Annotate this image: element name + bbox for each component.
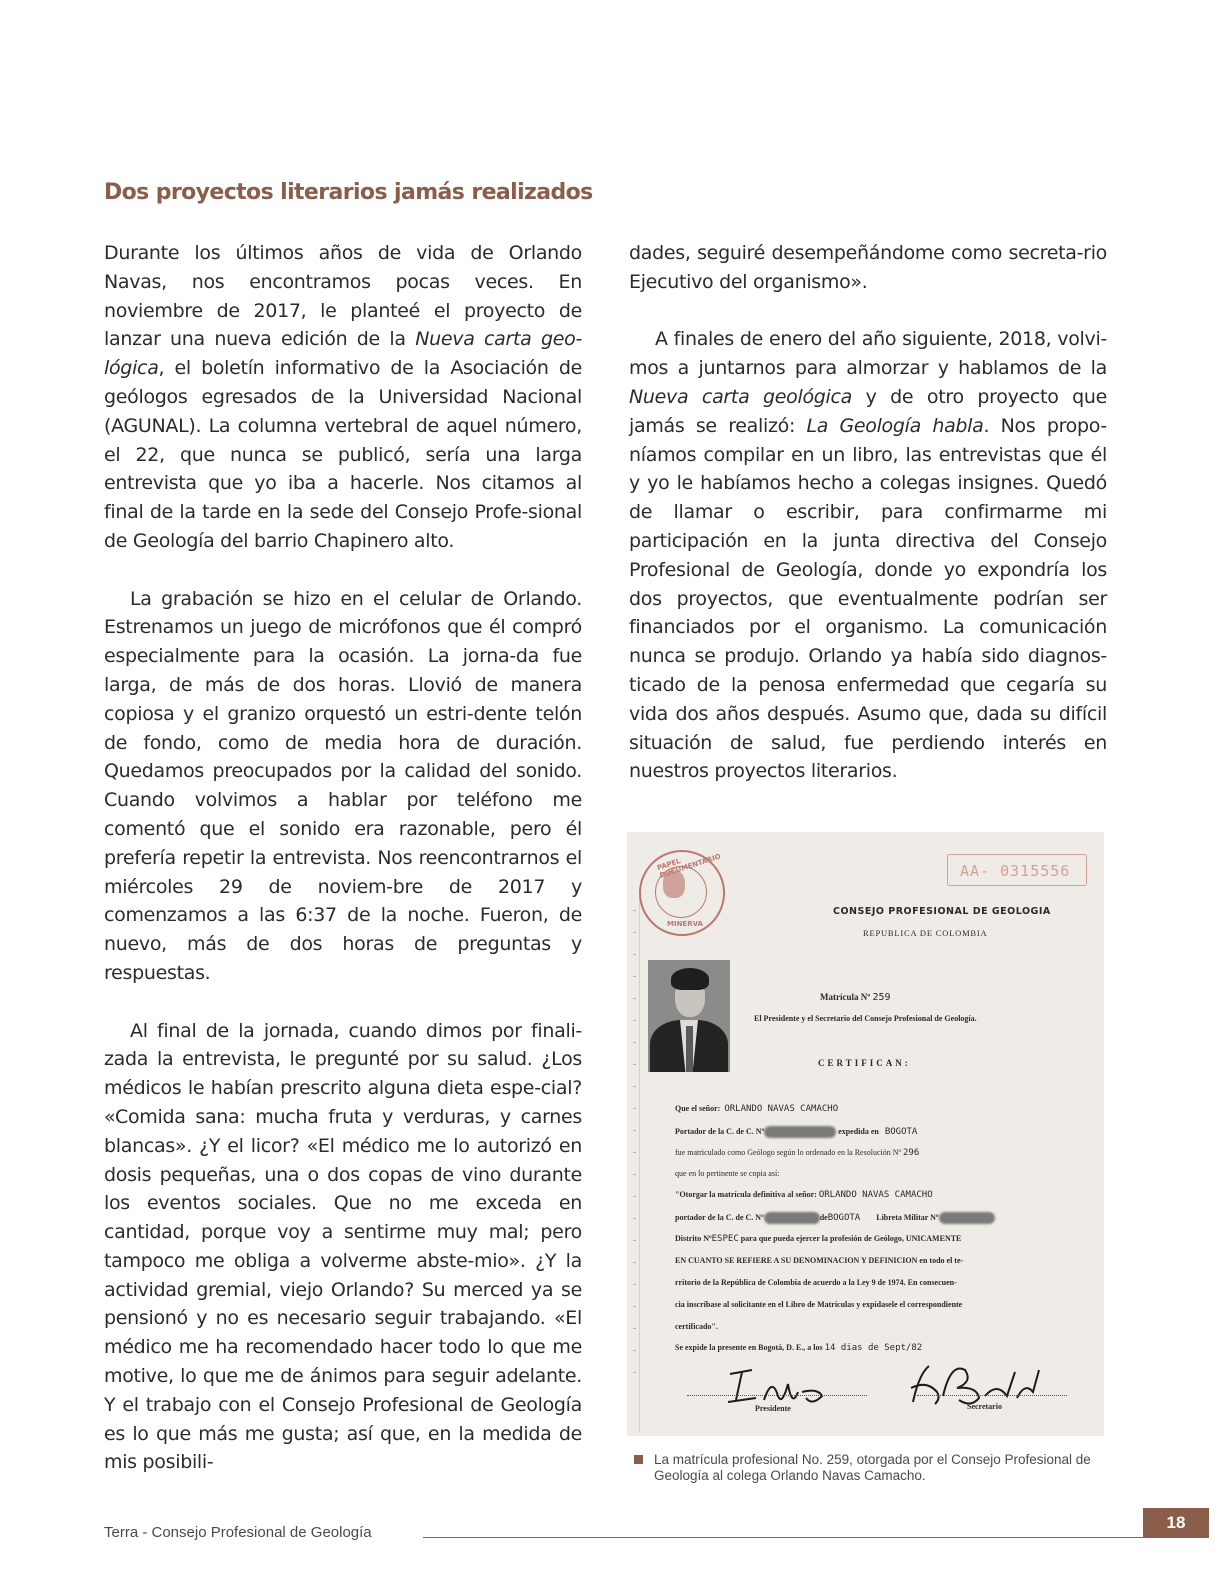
paragraph-2: La grabación se hizo en el celular de Orlando. Estrenamos un juego de micrófonos que él compró especialmente para la ocasión. La jorna-da fue larga, de más de dos horas. Llovió de manera copiosa y el granizo orquestó un estri-dente telón de fondo, como de media hora de duración. Quedamos preocupados por la calidad del sonido. Cuando volvimos a hablar por teléfono me comentó que el sonido era razonable, pero él prefería repetir la entrevista. Nos reencontrarnos el miércoles 29 de noviem-bre de 2017 y comenzamos a las 6:37 de la noche. Fueron, de nuevo, más de dos horas de preguntas y respuestas. xyxy=(104,587,582,984)
serial-stamp xyxy=(947,854,1087,886)
margin-tick xyxy=(633,976,636,977)
doc-line: rritorio de la República de Colombia de acuerdo a la Ley 9 de 1974. En consecuen- xyxy=(675,1278,957,1287)
paragraph-5: A finales de enero del año siguiente, 2018, volvi-mos a juntarnos para almorzar y hablamos de la Nueva carta geológica y de otro proyecto que jamás se realizó: La Geología habla. Nos propo-níamos compilar en un libro, las entrevistas que él y yo le habíamos hecho a colegas insignes. Quedó de llamar o escribir, para confirmarme mi participación en la junta directiva del Consejo Profesional de Geología, donde yo expondría los dos proyectos, que eventualmente podrían ser financiados por el organismo. La comunicación nunca se produjo. Orlando ya había sido diagnos-ticado de la penosa enfermedad que cegaría su vida dos años después. Asumo que, dada su difícil situación de salud, fue perdiendo interés en nuestros proyectos literarios. xyxy=(629,328,1108,783)
margin-tick xyxy=(633,1130,636,1131)
caption-square-icon xyxy=(634,1455,643,1464)
seal-bottom-text: MINERVA xyxy=(667,920,703,928)
right-column xyxy=(629,239,1107,815)
margin-tick xyxy=(633,1284,636,1285)
presidente-signature xyxy=(722,1362,872,1422)
redacted-field xyxy=(764,1126,836,1138)
margin-line xyxy=(639,892,640,1432)
presidente-signature-line xyxy=(687,1395,867,1396)
paragraph-3: Al final de la jornada, cuando dimos por finali-zada la entrevista, le pregunté por su salud. ¿Los médicos le habían prescrito alguna dieta espe-cial? «Comida sana: mucha fruta y verduras, y carnes blancas». ¿Y el licor? «El médico me lo autorizó en dosis pequeñas, una o dos copas de vino durante los eventos sociales. Que no me exceda en cantidad, porque voy a sentirme muy mal; pero tampoco me obliga a volverme abste-mio». ¿Y la actividad gremial, viejo Orlando? Su merced ya se pensionó y no es necesario seguir trabajando. «El médico me ha recomendado hacer todo lo que me motive, lo que me de ánimos para seguir adelante. Y el trabajo con el Consejo Profesional de Geología es lo que más me gusta; así que, en la medida de mis posibili- xyxy=(104,1019,582,1474)
margin-tick xyxy=(633,998,636,999)
footer-rule xyxy=(423,1537,1143,1538)
doc-line: "Otorgar la matrícula definitiva al señor: ORLANDO NAVAS CAMACHO xyxy=(675,1190,933,1200)
margin-tick xyxy=(633,1306,636,1307)
margin-tick xyxy=(633,1218,636,1219)
doc-line: cia inscríbase al solicitante en el Libro de Matrículas y expídasele el correspondiente xyxy=(675,1300,963,1309)
secretario-signature-line xyxy=(917,1395,1067,1396)
margin-tick xyxy=(633,1196,636,1197)
margin-tick xyxy=(633,1350,636,1351)
margin-tick xyxy=(633,1042,636,1043)
footer-text: Terra - Consejo Profesional de Geología xyxy=(104,1524,372,1541)
margin-tick xyxy=(633,1020,636,1021)
doc-line: portador de la C. de C. Nº deBOGOTA Libreta Militar Nº xyxy=(675,1212,995,1224)
secretario-label: Secretario xyxy=(967,1402,1002,1411)
section-heading: Dos proyectos literarios jamás realizados xyxy=(104,180,593,205)
presidente-label: Presidente xyxy=(755,1404,791,1413)
seal-top-text: PAPEL DOCUMENTARIO xyxy=(656,852,722,880)
margin-tick xyxy=(633,1086,636,1087)
caption-text: La matrícula profesional No. 259, otorgada por el Consejo Profesional de Geología al colega Orlando Navas Camacho. xyxy=(654,1452,1091,1483)
certifican-heading: CERTIFICAN: xyxy=(818,1058,911,1068)
margin-tick xyxy=(633,932,636,933)
doc-line: Portador de la C. de C. Nº expedida en BOGOTA xyxy=(675,1126,918,1137)
doc-line: fue matriculado como Geólogo según lo ordenado en la Resolución Nº 296 xyxy=(675,1148,920,1158)
presidente-line: El Presidente y el Secretario del Consejo Profesional de Geología. xyxy=(754,1014,977,1023)
margin-tick xyxy=(633,1240,636,1241)
doc-line: Que el señor: ORLANDO NAVAS CAMACHO xyxy=(675,1104,839,1114)
left-column xyxy=(104,239,582,1506)
doc-line: Distrito NºESPEC para que pueda ejercer la profesión de Geólogo, UNICAMENTE xyxy=(675,1234,962,1244)
serial-number: AA- 0315556 xyxy=(960,862,1071,880)
doc-line: certificado". xyxy=(675,1322,718,1331)
doc-line: que en lo pertinente se copia así: xyxy=(675,1169,780,1178)
figure-caption xyxy=(634,1452,1104,1483)
certificate-title: CONSEJO PROFESIONAL DE GEOLOGIA xyxy=(833,906,1051,917)
margin-tick xyxy=(633,1262,636,1263)
page-number: 18 xyxy=(1143,1508,1209,1538)
doc-line: EN CUANTO SE REFIERE A SU DENOMINACION Y DEFINICION en todo el te- xyxy=(675,1256,964,1265)
paragraph-4: dades, seguiré desempeñándome como secreta-rio Ejecutivo del organismo». xyxy=(629,242,1107,293)
certificate-subtitle: REPUBLICA DE COLOMBIA xyxy=(863,928,988,938)
portrait-photo xyxy=(648,960,730,1072)
secretario-signature xyxy=(907,1352,1057,1422)
margin-tick xyxy=(633,1108,636,1109)
margin-tick xyxy=(633,1328,636,1329)
seal-stamp xyxy=(639,850,725,936)
doc-line: Se expide la presente en Bogotá, D. E., a los 14 dias de Sept/82 xyxy=(675,1343,923,1353)
matricula-number: Matrícula Nº 259 xyxy=(820,992,891,1003)
paragraph-1: Durante los últimos años de vida de Orlando Navas, nos encontramos pocas veces. En noviembre de 2017, le planteé el proyecto de lanzar una nueva edición de la Nueva carta geo-lógica, el boletín informativo de la Asociación de geólogos egresados de la Universidad Nacional (AGUNAL). La columna vertebral de aquel número, el 22, que nunca se publicó, sería una larga entrevista que yo iba a hacerle. Nos citamos al final de la tarde en la sede del Consejo Profe-sional de Geología del barrio Chapinero alto. xyxy=(104,242,582,552)
margin-tick xyxy=(633,954,636,955)
margin-tick xyxy=(633,1372,636,1373)
certificate-photo xyxy=(627,832,1104,1436)
redacted-field xyxy=(939,1212,995,1224)
margin-tick xyxy=(633,1064,636,1065)
margin-tick xyxy=(633,1174,636,1175)
margin-tick xyxy=(633,910,636,911)
margin-tick xyxy=(633,1152,636,1153)
redacted-field xyxy=(764,1212,820,1224)
